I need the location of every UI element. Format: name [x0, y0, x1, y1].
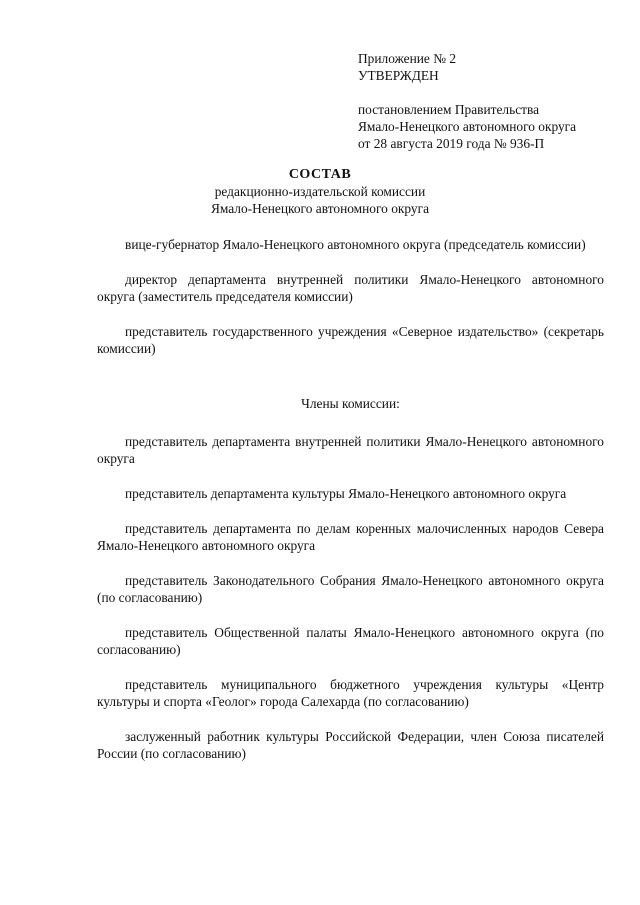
commission-composition: [97, 236, 604, 780]
members-heading: Члены комиссии:: [301, 396, 400, 411]
member-entry: представитель департамента по делам коренных малочисленных народов Севера Ямало-Ненецкого автономного округа: [97, 521, 604, 553]
title-main: СОСТАВ: [288, 167, 352, 182]
member-entry: представитель Законодательного Собрания Ямало-Ненецкого автономного округа (по согласованию): [97, 573, 604, 605]
title-line-3: Ямало-Ненецкого автономного округа: [210, 201, 430, 216]
deputy-chairman-entry: директор департамента внутренней политики Ямало-Ненецкого автономного округа (заместитель председателя комиссии): [97, 272, 604, 304]
approved-stamp: УТВЕРЖДЕН: [358, 68, 439, 83]
approval-header: [358, 50, 618, 152]
member-entry: представитель департамента внутренней политики Ямало-Ненецкого автономного округа: [97, 434, 604, 466]
decree-line-2: Ямало-Ненецкого автономного округа: [358, 119, 577, 134]
decree-line-1: постановлением Правительства: [358, 102, 540, 117]
chairman-entry: вице-губернатор Ямало-Ненецкого автономного округа (председатель комиссии): [125, 237, 586, 252]
member-entry: представитель муниципального бюджетного учреждения культуры «Центр культуры и спорта «Геолог» города Салехарда (по согласованию): [97, 677, 604, 709]
document-title: [0, 166, 640, 217]
decree-line-3: от 28 августа 2019 года № 936-П: [358, 136, 545, 151]
secretary-entry: представитель государственного учреждения «Северное издательство» (секретарь комиссии): [97, 324, 604, 356]
header-spacer: [358, 84, 618, 101]
appendix-number: Приложение № 2: [358, 51, 457, 66]
title-line-2: редакционно-издательской комиссии: [214, 184, 426, 199]
member-entry: представитель департамента культуры Ямало-Ненецкого автономного округа: [125, 486, 567, 501]
member-entry: заслуженный работник культуры Российской Федерации, член Союза писателей России (по согласованию): [97, 729, 604, 761]
member-entry: представитель Общественной палаты Ямало-Ненецкого автономного округа (по согласованию): [97, 625, 604, 657]
